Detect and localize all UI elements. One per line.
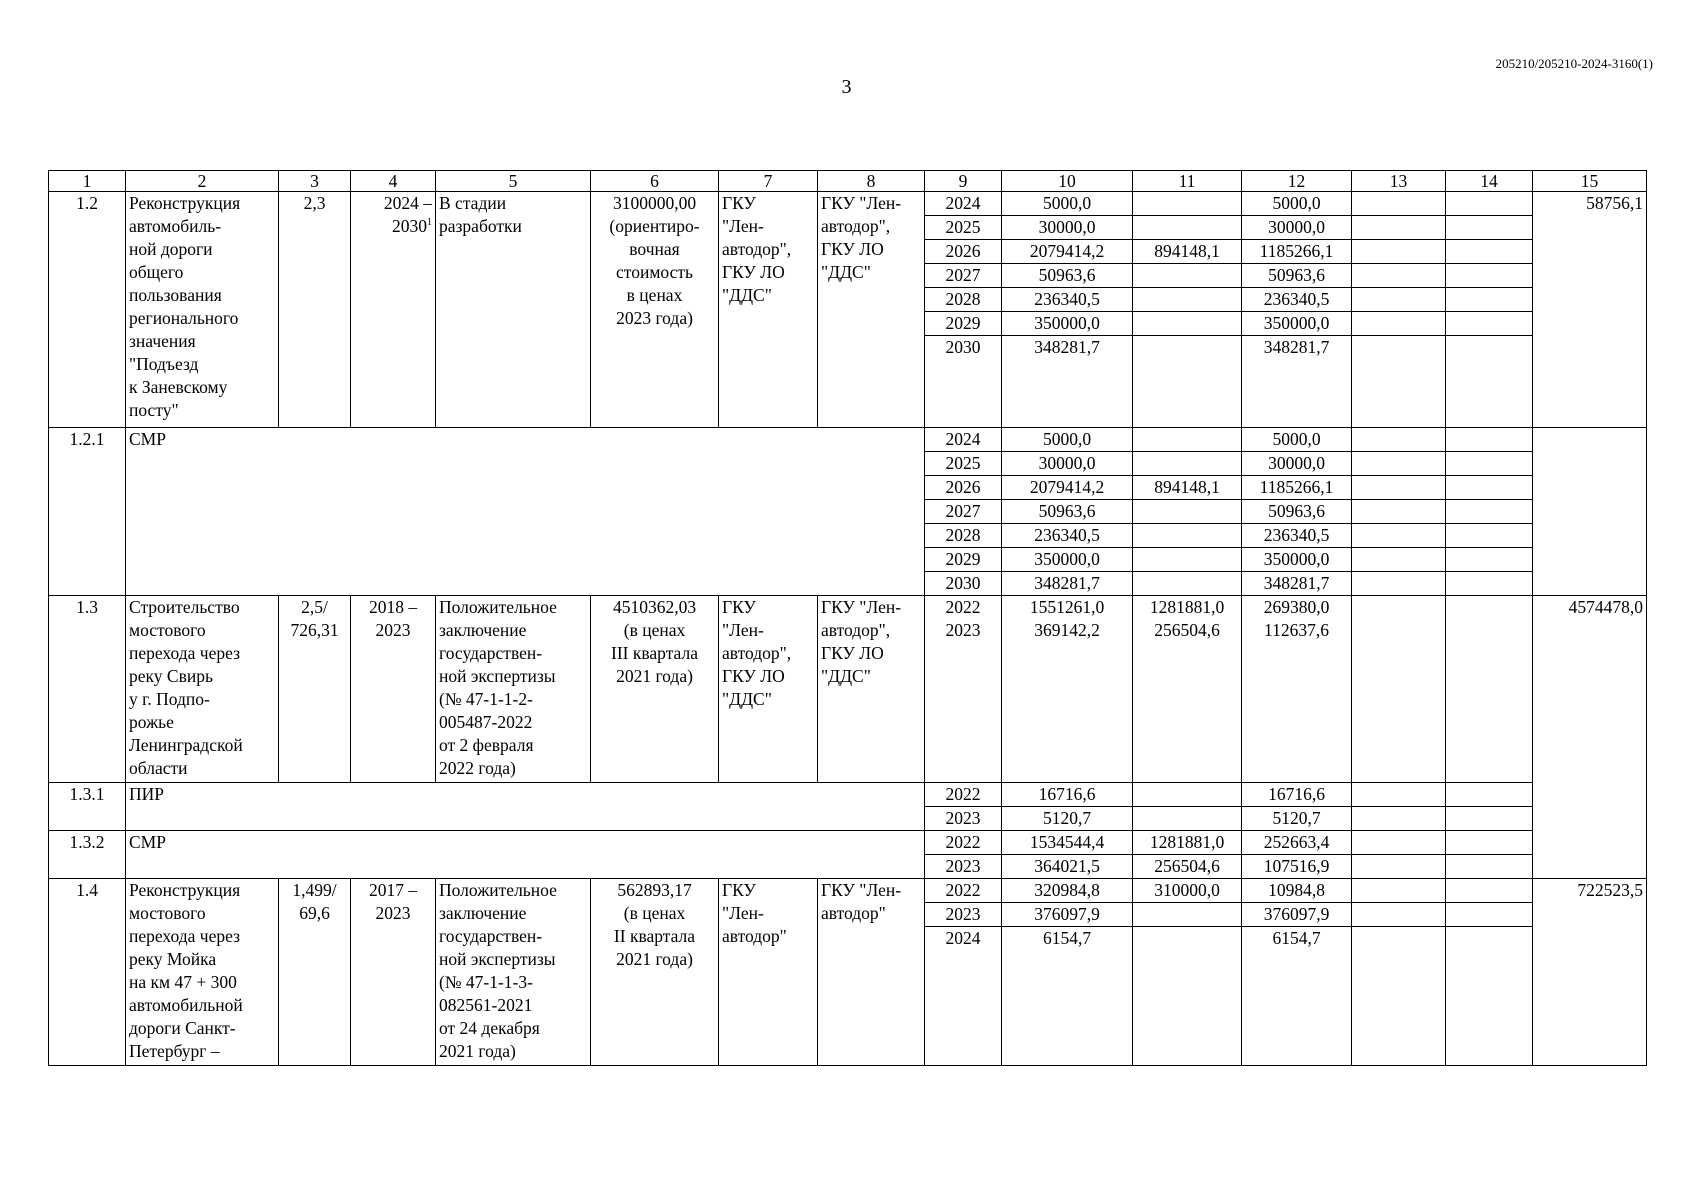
investment-table xyxy=(48,170,1647,1066)
col14-cell xyxy=(1446,806,1533,830)
regional-amount: 5000,0 xyxy=(1242,428,1352,452)
total-amount: 320984,8 xyxy=(1002,878,1133,902)
header-cell: 7 xyxy=(719,171,818,192)
year: 2023 xyxy=(925,902,1002,926)
col14-cell xyxy=(1446,288,1533,312)
total-amount: 350000,0 xyxy=(1002,312,1133,336)
total-amount: 5120,7 xyxy=(1002,806,1133,830)
regional-amount: 350000,0 xyxy=(1242,548,1352,572)
regional-amount: 5120,7 xyxy=(1242,806,1352,830)
header-cell: 1 xyxy=(49,171,126,192)
year: 2023 xyxy=(925,806,1002,830)
col13-cell xyxy=(1352,500,1446,524)
col14-cell xyxy=(1446,192,1533,216)
row-number: 1.3 xyxy=(49,596,126,783)
col14-cell xyxy=(1446,619,1533,782)
col14-cell xyxy=(1446,452,1533,476)
row-number: 1.3.1 xyxy=(49,782,126,830)
year: 2022 xyxy=(925,782,1002,806)
regional-amount: 348281,7 xyxy=(1242,572,1352,596)
balance-amount: 58756,1 xyxy=(1533,192,1647,428)
col14-cell xyxy=(1446,312,1533,336)
year: 2026 xyxy=(925,240,1002,264)
total-amount: 16716,6 xyxy=(1002,782,1133,806)
capacity: 1,499/ 69,6 xyxy=(279,878,351,1065)
federal-amount xyxy=(1133,428,1242,452)
regional-amount: 112637,6 xyxy=(1242,619,1352,782)
capacity: 2,5/ 726,31 xyxy=(279,596,351,783)
work-type: СМР xyxy=(126,428,925,596)
col14-cell xyxy=(1446,926,1533,1065)
table-row xyxy=(49,782,1647,806)
regional-amount: 50963,6 xyxy=(1242,264,1352,288)
col14-cell xyxy=(1446,572,1533,596)
col14-cell xyxy=(1446,782,1533,806)
header-cell: 15 xyxy=(1533,171,1647,192)
col13-cell xyxy=(1352,878,1446,902)
federal-amount xyxy=(1133,288,1242,312)
regional-amount: 107516,9 xyxy=(1242,854,1352,878)
estimated-cost: 562893,17 (в ценах II квартала 2021 года) xyxy=(591,878,719,1065)
document-id: 205210/205210-2024-3160(1) xyxy=(1495,56,1653,71)
year: 2022 xyxy=(925,596,1002,620)
federal-amount xyxy=(1133,452,1242,476)
developer: ГКУ "Лен- автодор", ГКУ ЛО "ДДС" xyxy=(818,192,925,428)
header-cell: 2 xyxy=(126,171,279,192)
col14-cell xyxy=(1446,596,1533,620)
header-cell: 4 xyxy=(351,171,436,192)
federal-amount: 894148,1 xyxy=(1133,240,1242,264)
header-cell: 13 xyxy=(1352,171,1446,192)
regional-amount: 350000,0 xyxy=(1242,312,1352,336)
header-cell: 3 xyxy=(279,171,351,192)
documentation-status: Положительное заключение государствен- ной экспертизы (№ 47-1-1-2- 005487-2022 от 2 февраля 2022 года) xyxy=(436,596,591,783)
total-amount: 6154,7 xyxy=(1002,926,1133,1065)
federal-amount: 1281881,0 xyxy=(1133,596,1242,620)
total-amount: 30000,0 xyxy=(1002,216,1133,240)
year: 2029 xyxy=(925,548,1002,572)
total-amount: 348281,7 xyxy=(1002,336,1133,428)
period: 2018 – 2023 xyxy=(351,596,436,783)
header-cell: 8 xyxy=(818,171,925,192)
federal-amount xyxy=(1133,902,1242,926)
col13-cell xyxy=(1352,216,1446,240)
total-amount: 30000,0 xyxy=(1002,452,1133,476)
year: 2030 xyxy=(925,572,1002,596)
federal-amount: 1281881,0 xyxy=(1133,830,1242,854)
col13-cell xyxy=(1352,854,1446,878)
federal-amount xyxy=(1133,216,1242,240)
period-start: 2024 – xyxy=(383,193,432,213)
object-name: Реконструкция автомобиль- ной дороги общего пользования регионального значения "Подъезд к Заневскому посту" xyxy=(126,192,279,428)
table-row xyxy=(49,428,1647,452)
page-number: 3 xyxy=(841,76,852,98)
row-number: 1.2 xyxy=(49,192,126,428)
year: 2029 xyxy=(925,312,1002,336)
year: 2025 xyxy=(925,452,1002,476)
regional-amount: 236340,5 xyxy=(1242,524,1352,548)
total-amount: 50963,6 xyxy=(1002,500,1133,524)
col13-cell xyxy=(1352,619,1446,782)
col13-cell xyxy=(1352,806,1446,830)
total-amount: 236340,5 xyxy=(1002,288,1133,312)
regional-amount: 5000,0 xyxy=(1242,192,1352,216)
total-amount: 5000,0 xyxy=(1002,428,1133,452)
col14-cell xyxy=(1446,854,1533,878)
total-amount: 376097,9 xyxy=(1002,902,1133,926)
regional-amount: 10984,8 xyxy=(1242,878,1352,902)
total-amount: 348281,7 xyxy=(1002,572,1133,596)
year: 2027 xyxy=(925,500,1002,524)
total-amount: 236340,5 xyxy=(1002,524,1133,548)
col13-cell xyxy=(1352,782,1446,806)
regional-amount: 236340,5 xyxy=(1242,288,1352,312)
header-cell: 11 xyxy=(1133,171,1242,192)
year: 2023 xyxy=(925,619,1002,782)
year: 2024 xyxy=(925,428,1002,452)
row-number: 1.3.2 xyxy=(49,830,126,878)
row-number: 1.2.1 xyxy=(49,428,126,596)
col14-cell xyxy=(1446,878,1533,902)
period: 2017 – 2023 xyxy=(351,878,436,1065)
regional-amount: 30000,0 xyxy=(1242,452,1352,476)
column-number-row xyxy=(49,171,1647,192)
total-amount: 1551261,0 xyxy=(1002,596,1133,620)
year: 2024 xyxy=(925,192,1002,216)
total-amount: 1534544,4 xyxy=(1002,830,1133,854)
row-number: 1.4 xyxy=(49,878,126,1065)
year: 2028 xyxy=(925,288,1002,312)
federal-amount xyxy=(1133,500,1242,524)
col14-cell xyxy=(1446,336,1533,428)
total-amount: 350000,0 xyxy=(1002,548,1133,572)
year: 2027 xyxy=(925,264,1002,288)
regional-amount: 269380,0 xyxy=(1242,596,1352,620)
col13-cell xyxy=(1352,902,1446,926)
col14-cell xyxy=(1446,902,1533,926)
regional-amount: 1185266,1 xyxy=(1242,240,1352,264)
federal-amount xyxy=(1133,264,1242,288)
period xyxy=(351,192,436,428)
year: 2023 xyxy=(925,854,1002,878)
period-end: 2030 xyxy=(392,216,427,236)
federal-amount xyxy=(1133,548,1242,572)
col14-cell xyxy=(1446,830,1533,854)
table-row xyxy=(49,192,1647,216)
header-cell: 5 xyxy=(436,171,591,192)
customer: ГКУ "Лен- автодор" xyxy=(719,878,818,1065)
federal-amount xyxy=(1133,192,1242,216)
regional-amount: 30000,0 xyxy=(1242,216,1352,240)
federal-amount xyxy=(1133,926,1242,1065)
regional-amount: 6154,7 xyxy=(1242,926,1352,1065)
col13-cell xyxy=(1352,452,1446,476)
col13-cell xyxy=(1352,596,1446,620)
col14-cell xyxy=(1446,428,1533,452)
col13-cell xyxy=(1352,830,1446,854)
regional-amount: 376097,9 xyxy=(1242,902,1352,926)
table-row xyxy=(49,830,1647,854)
developer: ГКУ "Лен- автодор" xyxy=(818,878,925,1065)
customer: ГКУ "Лен- автодор", ГКУ ЛО "ДДС" xyxy=(719,596,818,783)
year: 2030 xyxy=(925,336,1002,428)
table-row xyxy=(49,878,1647,902)
header-cell: 6 xyxy=(591,171,719,192)
regional-amount: 16716,6 xyxy=(1242,782,1352,806)
col14-cell xyxy=(1446,264,1533,288)
documentation-status: Положительное заключение государствен- ной экспертизы (№ 47-1-1-3- 082561-2021 от 24 декабря 2021 года) xyxy=(436,878,591,1065)
col13-cell xyxy=(1352,572,1446,596)
total-amount: 2079414,2 xyxy=(1002,476,1133,500)
total-amount: 2079414,2 xyxy=(1002,240,1133,264)
table-row xyxy=(49,596,1647,620)
developer: ГКУ "Лен- автодор", ГКУ ЛО "ДДС" xyxy=(818,596,925,783)
regional-amount: 252663,4 xyxy=(1242,830,1352,854)
year: 2022 xyxy=(925,878,1002,902)
col15-cell xyxy=(1533,428,1647,596)
col13-cell xyxy=(1352,428,1446,452)
federal-amount: 310000,0 xyxy=(1133,878,1242,902)
col14-cell xyxy=(1446,548,1533,572)
header-cell: 14 xyxy=(1446,171,1533,192)
balance-amount: 4574478,0 xyxy=(1533,596,1647,879)
federal-amount xyxy=(1133,782,1242,806)
year: 2024 xyxy=(925,926,1002,1065)
regional-amount: 50963,6 xyxy=(1242,500,1352,524)
header-cell: 9 xyxy=(925,171,1002,192)
col14-cell xyxy=(1446,476,1533,500)
object-name: Реконструкция мостового перехода через реку Мойка на км 47 + 300 автомобильной дороги Санкт- Петербург – xyxy=(126,878,279,1065)
object-name: Строительство мостового перехода через реку Свирь у г. Подпо- рожье Ленинградской области xyxy=(126,596,279,783)
federal-amount xyxy=(1133,312,1242,336)
balance-amount: 722523,5 xyxy=(1533,878,1647,1065)
federal-amount xyxy=(1133,806,1242,830)
federal-amount: 256504,6 xyxy=(1133,619,1242,782)
federal-amount xyxy=(1133,572,1242,596)
col13-cell xyxy=(1352,264,1446,288)
federal-amount: 256504,6 xyxy=(1133,854,1242,878)
federal-amount: 894148,1 xyxy=(1133,476,1242,500)
year: 2022 xyxy=(925,830,1002,854)
col13-cell xyxy=(1352,240,1446,264)
federal-amount xyxy=(1133,336,1242,428)
col13-cell xyxy=(1352,476,1446,500)
footnote-mark: 1 xyxy=(427,217,432,229)
col13-cell xyxy=(1352,288,1446,312)
capacity: 2,3 xyxy=(279,192,351,428)
year: 2026 xyxy=(925,476,1002,500)
col13-cell xyxy=(1352,192,1446,216)
col14-cell xyxy=(1446,524,1533,548)
customer: ГКУ "Лен- автодор", ГКУ ЛО "ДДС" xyxy=(719,192,818,428)
col14-cell xyxy=(1446,216,1533,240)
col13-cell xyxy=(1352,926,1446,1065)
total-amount: 364021,5 xyxy=(1002,854,1133,878)
year: 2028 xyxy=(925,524,1002,548)
total-amount: 369142,2 xyxy=(1002,619,1133,782)
estimated-cost: 4510362,03 (в ценах III квартала 2021 года) xyxy=(591,596,719,783)
header-cell: 10 xyxy=(1002,171,1133,192)
total-amount: 5000,0 xyxy=(1002,192,1133,216)
federal-amount xyxy=(1133,524,1242,548)
col13-cell xyxy=(1352,548,1446,572)
col14-cell xyxy=(1446,240,1533,264)
header-cell: 12 xyxy=(1242,171,1352,192)
col14-cell xyxy=(1446,500,1533,524)
work-type: ПИР xyxy=(126,782,925,830)
regional-amount: 348281,7 xyxy=(1242,336,1352,428)
col13-cell xyxy=(1352,312,1446,336)
documentation-status: В стадии разработки xyxy=(436,192,591,428)
regional-amount: 1185266,1 xyxy=(1242,476,1352,500)
year: 2025 xyxy=(925,216,1002,240)
work-type: СМР xyxy=(126,830,925,878)
col13-cell xyxy=(1352,336,1446,428)
total-amount: 50963,6 xyxy=(1002,264,1133,288)
col13-cell xyxy=(1352,524,1446,548)
estimated-cost: 3100000,00 (ориентиро- вочная стоимость в ценах 2023 года) xyxy=(591,192,719,428)
